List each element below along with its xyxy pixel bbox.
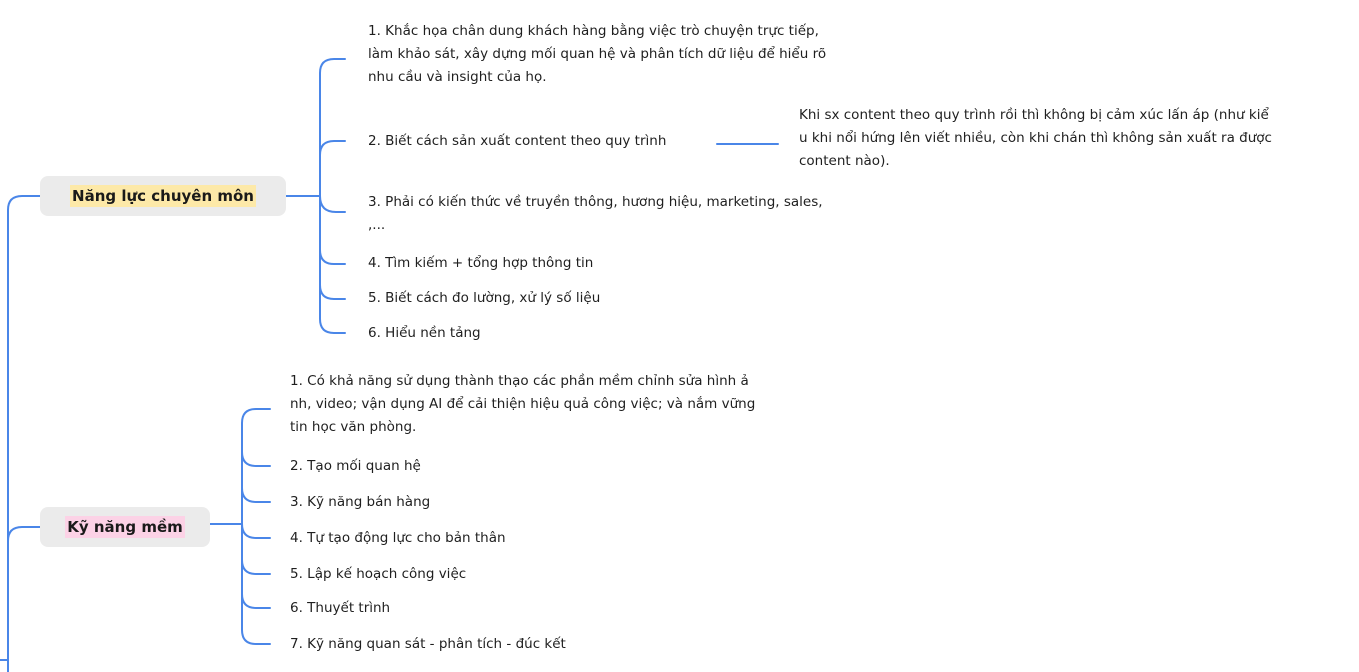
list-item[interactable] [290,455,421,478]
list-item[interactable] [368,252,593,275]
note-line: u khi nổi hứng lên viết nhiều, còn khi chán thì không sản xuất ra được [799,130,1272,146]
list-item[interactable] [290,527,506,550]
list-item[interactable] [368,20,826,89]
leaf-line: nhu cầu và insight của họ. [368,69,547,85]
branch2-tick-2 [242,452,270,466]
branch-label: Kỹ năng mềm [67,518,183,536]
list-item[interactable] [368,287,600,310]
leaf-line: tin học văn phòng. [290,419,417,435]
leaf-line: 5. Lập kế hoạch công việc [290,566,467,582]
note-line: Khi sx content theo quy trình rồi thì không bị cảm xúc lấn áp (như kiể [799,107,1269,123]
branch1-tick-2 [320,141,345,155]
branch1-tick-5 [320,285,345,299]
leaf-line: 4. Tự tạo động lực cho bản thân [290,530,506,546]
leaf-line: làm khảo sát, xây dựng mối quan hệ và phân tích dữ liệu để hiểu rõ [368,46,827,62]
list-item[interactable] [290,633,566,656]
leaf-line: 1. Khắc họa chân dung khách hàng bằng việc trò chuyện trực tiếp, [368,23,819,39]
leaf-line: 1. Có khả năng sử dụng thành thạo các phần mềm chỉnh sửa hình ả [290,373,749,389]
note-line: content nào). [799,153,890,169]
leaf-line: 2. Biết cách sản xuất content theo quy trình [368,133,667,149]
leaf-line: nh, video; vận dụng AI để cải thiện hiệu quả công việc; và nắm vững [290,396,756,412]
branch1-bracket-top [320,59,345,196]
branch2-bracket-bottom [242,524,270,644]
leaf-line: 4. Tìm kiếm + tổng hợp thông tin [368,255,594,271]
branch2-tick-3 [242,488,270,502]
note-item[interactable] [799,104,1272,173]
leaf-line: 6. Thuyết trình [290,600,391,616]
leaf-line: 6. Hiểu nền tảng [368,325,481,341]
list-item[interactable] [368,191,823,237]
branch-node-nang-luc[interactable] [40,176,286,216]
list-item[interactable] [290,597,390,620]
leaf-line: 5. Biết cách đo lường, xử lý số liệu [368,290,601,306]
list-item[interactable] [368,322,481,345]
branch2-tick-5 [242,560,270,574]
list-item[interactable] [290,491,430,514]
leaf-line: 2. Tạo mối quan hệ [290,458,421,474]
trunk-branch-2 [8,527,40,541]
list-item[interactable] [368,130,666,153]
branch1-tick-3 [320,196,345,212]
branch1-tick-4 [320,250,345,264]
branch2-tick-6 [242,594,270,608]
trunk-line [8,196,40,672]
branch-label: Năng lực chuyên môn [72,187,254,205]
leaf-line: 7. Kỹ năng quan sát - phân tích - đúc kết [290,636,566,652]
list-item[interactable] [290,370,755,439]
leaf-line: 3. Phải có kiến thức về truyền thông, hương hiệu, marketing, sales, [368,194,823,210]
branch2-tick-4 [242,524,270,538]
leaf-line: ,... [368,217,386,233]
leaf-line: 3. Kỹ năng bán hàng [290,494,431,510]
list-item[interactable] [290,563,466,586]
branch-node-ky-nang-mem[interactable] [40,507,210,547]
